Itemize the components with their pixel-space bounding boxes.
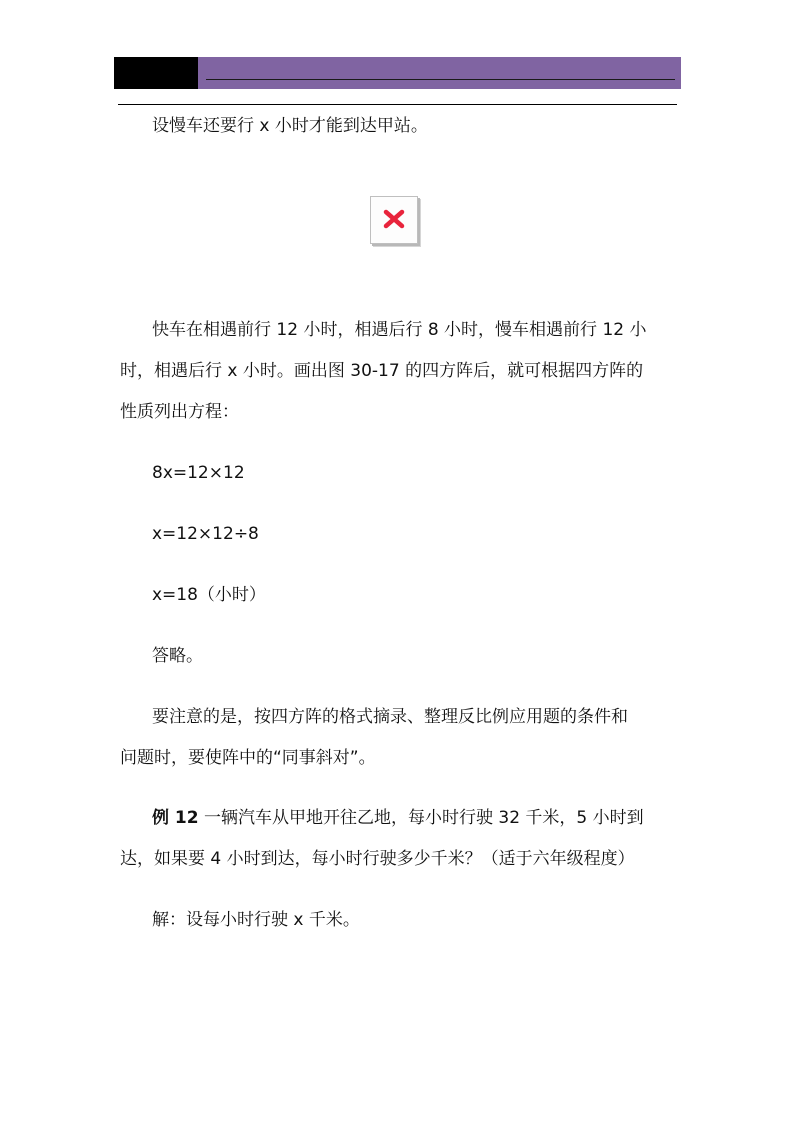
note-line-2: 问题时，要使阵中的“同事斜对”。 bbox=[120, 748, 376, 768]
note-line-1: 要注意的是，按四方阵的格式摘录、整理反比例应用题的条件和 bbox=[152, 707, 628, 727]
equation-3: x=18（小时） bbox=[152, 585, 266, 605]
equation-1: 8x=12×12 bbox=[152, 463, 245, 483]
paragraph-assumption: 设慢车还要行 x 小时才能到达甲站。 bbox=[152, 116, 428, 136]
equation-2: x=12×12÷8 bbox=[152, 524, 259, 544]
example-label: 例 12 bbox=[152, 808, 199, 828]
header-rule bbox=[118, 104, 677, 105]
paragraph-problem-line-1: 快车在相遇前行 12 小时，相遇后行 8 小时，慢车相遇前行 12 小 bbox=[152, 320, 647, 340]
answer-text: 答略。 bbox=[152, 646, 203, 666]
paragraph-problem-line-3: 性质列出方程： bbox=[120, 402, 239, 422]
broken-image-icon bbox=[382, 209, 406, 229]
example-text-1: 一辆汽车从甲地开往乙地，每小时行驶 32 千米，5 小时到 bbox=[198, 808, 644, 828]
header-band bbox=[114, 57, 681, 89]
solution-text: 解：设每小时行驶 x 千米。 bbox=[152, 910, 360, 930]
example-line-1 bbox=[152, 800, 712, 836]
paragraph-problem-line-2: 时，相遇后行 x 小时。画出图 30-17 的四方阵后，就可根据四方阵的 bbox=[120, 361, 644, 381]
header-inner-line bbox=[206, 79, 675, 80]
example-line-2: 达，如果要 4 小时到达，每小时行驶多少千米？（适于六年级程度） bbox=[120, 849, 635, 869]
broken-image-placeholder bbox=[370, 196, 418, 244]
header-black-block bbox=[114, 57, 198, 89]
